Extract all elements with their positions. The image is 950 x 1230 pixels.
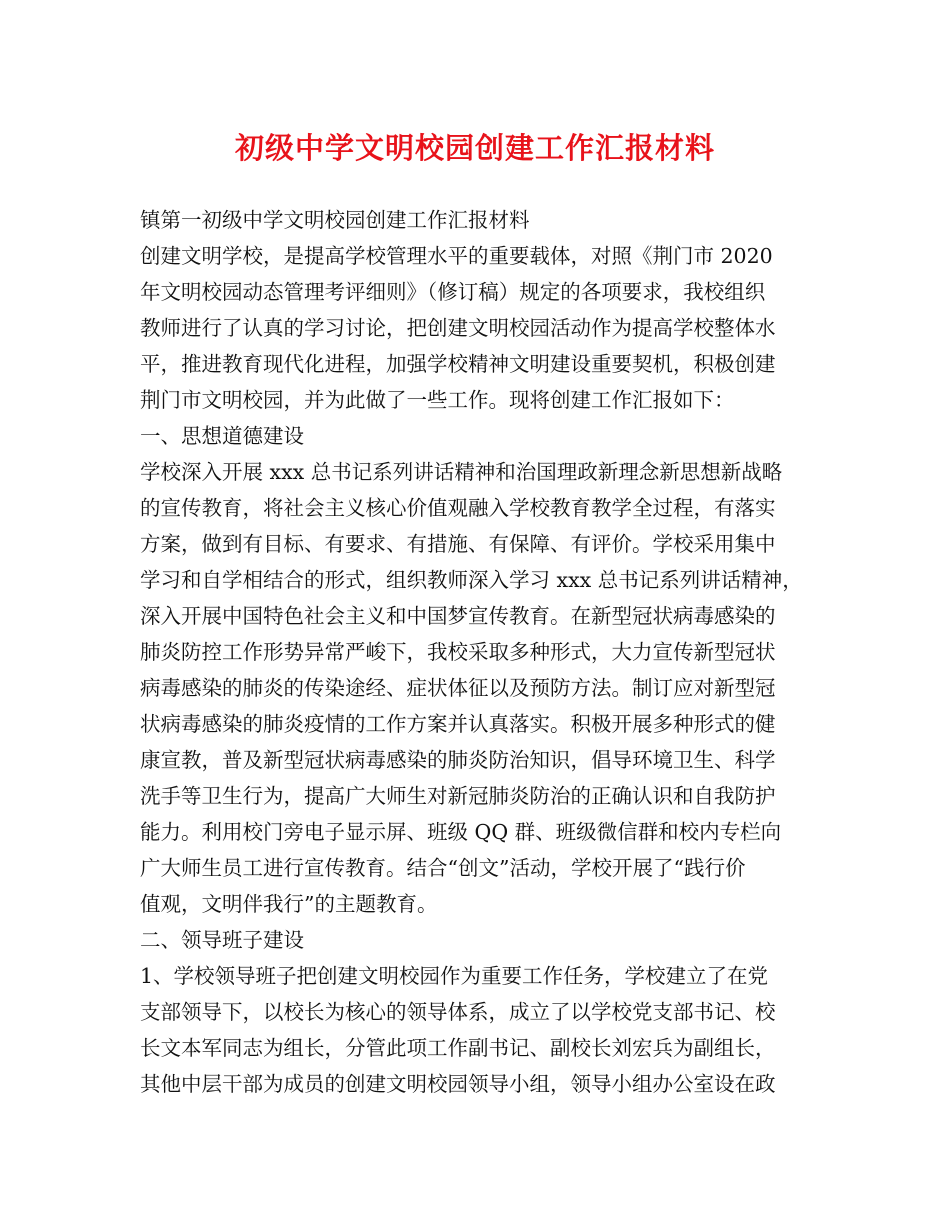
body-line: 长文本军同志为组长，分管此项工作副书记、副校长刘宏兵为副组长， xyxy=(140,1036,776,1060)
document-body xyxy=(140,202,820,1102)
body-line: 学习和自学相结合的形式，组织教师深入学习 xxx 总书记系列讲话精神， xyxy=(140,568,803,592)
body-line: 创建文明学校，是提高学校管理水平的重要载体，对照《荆门市 2020 xyxy=(140,244,773,268)
body-line: 深入开展中国特色社会主义和中国梦宣传教育。在新型冠状病毒感染的 xyxy=(140,604,776,628)
section-heading: 二、领导班子建设 xyxy=(140,928,304,952)
body-line: 洗手等卫生行为，提高广大师生对新冠肺炎防治的正确认识和自我防护 xyxy=(140,784,776,808)
body-line: 镇第一初级中学文明校园创建工作汇报材料 xyxy=(140,208,530,232)
body-line: 荆门市文明校园，并为此做了一些工作。现将创建工作汇报如下： xyxy=(140,388,735,412)
body-line: 肺炎防控工作形势异常严峻下，我校采取多种形式，大力宣传新型冠状 xyxy=(140,640,776,664)
section-heading: 一、思想道德建设 xyxy=(140,424,304,448)
body-line: 值观，文明伴我行”的主题教育。 xyxy=(140,892,438,916)
body-line: 广大师生员工进行宣传教育。结合“创文”活动，学校开展了“践行价 xyxy=(140,856,746,880)
body-line: 能力。利用校门旁电子显示屏、班级 QQ 群、班级微信群和校内专栏向 xyxy=(140,820,782,844)
body-line: 学校深入开展 xxx 总书记系列讲话精神和治国理政新理念新思想新战略 xyxy=(140,460,783,484)
body-line: 平，推进教育现代化进程，加强学校精神文明建设重要契机，积极创建 xyxy=(140,352,776,376)
body-line: 年文明校园动态管理考评细则》（修订稿）规定的各项要求，我校组织 xyxy=(140,280,766,304)
body-line: 病毒感染的肺炎的传染途经、症状体征以及预防方法。制订应对新型冠 xyxy=(140,676,776,700)
body-line: 教师进行了认真的学习讨论，把创建文明校园活动作为提高学校整体水 xyxy=(140,316,776,340)
body-line: 康宣教，普及新型冠状病毒感染的肺炎防治知识，倡导环境卫生、科学 xyxy=(140,748,776,772)
body-line: 方案，做到有目标、有要求、有措施、有保障、有评价。学校采用集中 xyxy=(140,532,776,556)
document-title: 初级中学文明校园创建工作汇报材料 xyxy=(234,131,715,165)
body-line: 1、学校领导班子把创建文明校园作为重要工作任务，学校建立了在党 xyxy=(140,964,769,988)
body-line: 支部领导下，以校长为核心的领导体系，成立了以学校党支部书记、校 xyxy=(140,1000,776,1024)
body-line: 的宣传教育，将社会主义核心价值观融入学校教育教学全过程，有落实 xyxy=(140,496,776,520)
body-line: 状病毒感染的肺炎疫情的工作方案并认真落实。积极开展多种形式的健 xyxy=(140,712,776,736)
body-line: 其他中层干部为成员的创建文明校园领导小组，领导小组办公室设在政 xyxy=(140,1072,776,1096)
